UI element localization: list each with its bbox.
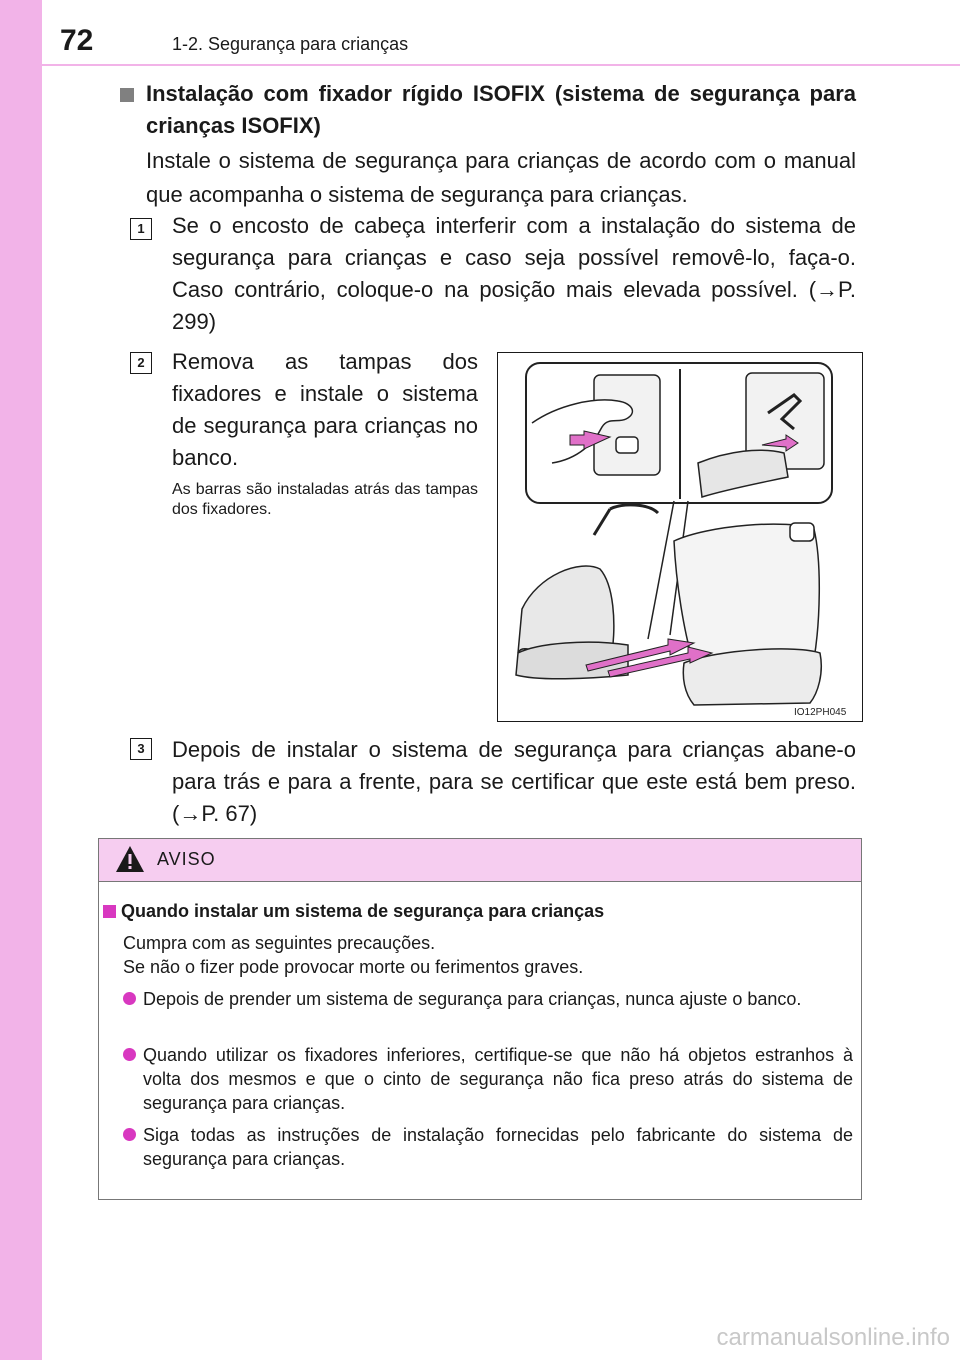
warning-triangle-icon [115, 845, 145, 873]
side-tab-bar [0, 0, 42, 1360]
warning-item [123, 1123, 853, 1171]
rear-seat-back [674, 524, 819, 665]
square-bullet-icon [120, 88, 134, 102]
step-number-2: 2 [130, 352, 152, 374]
section-header: 1-2. Segurança para crianças [172, 34, 409, 54]
warning-intro [123, 931, 583, 979]
figure-code: IO12PH045 [794, 707, 847, 718]
step-2-text: Remova as tampas dos fixadores e instale o sistema de segurança para crianças no banco. [172, 349, 478, 470]
warning-item [123, 1043, 853, 1115]
isofix-illustration [497, 352, 863, 722]
warning-heading: Quando instalar um sistema de segurança para crianças [121, 901, 605, 921]
step-2-note: As barras são instaladas atrás das tampas dos fixadores. [172, 481, 478, 518]
warning-item [123, 987, 853, 1011]
isofix-installation-drawing [498, 353, 862, 721]
seat-belt-drawing [594, 505, 658, 535]
warning-item-text: Depois de prender um sistema de segurança para crianças, nunca ajuste o banco. [143, 989, 802, 1009]
rear-seat-cushion [683, 649, 821, 705]
step-number-3: 3 [130, 738, 152, 760]
header-divider [42, 64, 960, 66]
square-bullet-icon [103, 905, 116, 918]
warning-item-text: Siga todas as instruções de instalação fornecidas pelo fabricante do sistema de segurança para crianças. [143, 1125, 853, 1169]
page-number: 72 [60, 24, 94, 57]
watermark: carmanualsonline.info [716, 1324, 950, 1351]
bullet-dot-icon [123, 992, 136, 1005]
headrest [790, 523, 814, 541]
warning-title: AVISO [157, 849, 216, 869]
anchor-cover [616, 437, 638, 453]
warning-header [99, 839, 861, 882]
step-3-text: Depois de instalar o sistema de segurança para crianças abane-o para trás e para a frente, para se certificar que este está bem preso. (→P. 67) [172, 737, 856, 826]
warning-intro-line-1: Cumpra com as seguintes precauções. [123, 933, 436, 953]
bullet-dot-icon [123, 1048, 136, 1061]
warning-item-text: Quando utilizar os fixadores inferiores, certifique-se que não há objetos estranhos à volta dos mesmos e que o cinto de segurança não fica preso atrás do sistema de segurança para crianças. [143, 1045, 853, 1113]
bullet-dot-icon [123, 1128, 136, 1141]
warning-intro-line-2: Se não o fizer pode provocar morte ou ferimentos graves. [123, 957, 584, 977]
warning-box [98, 838, 862, 1200]
section-heading: Instalação com fixador rígido ISOFIX (sistema de segurança para crianças ISOFIX) [146, 81, 856, 138]
step-1-text: Se o encosto de cabeça interferir com a instalação do sistema de segurança para crianças e caso seja possível removê-lo, faça-o. Caso contrário, coloque-o na posição mais elevada possível. (→P. 299) [172, 213, 856, 334]
step-number-1: 1 [130, 218, 152, 240]
callout-line-left [648, 501, 674, 639]
intro-paragraph: Instale o sistema de segurança para crianças de acordo com o manual que acompanha o sistema de segurança para crianças. [146, 148, 856, 207]
